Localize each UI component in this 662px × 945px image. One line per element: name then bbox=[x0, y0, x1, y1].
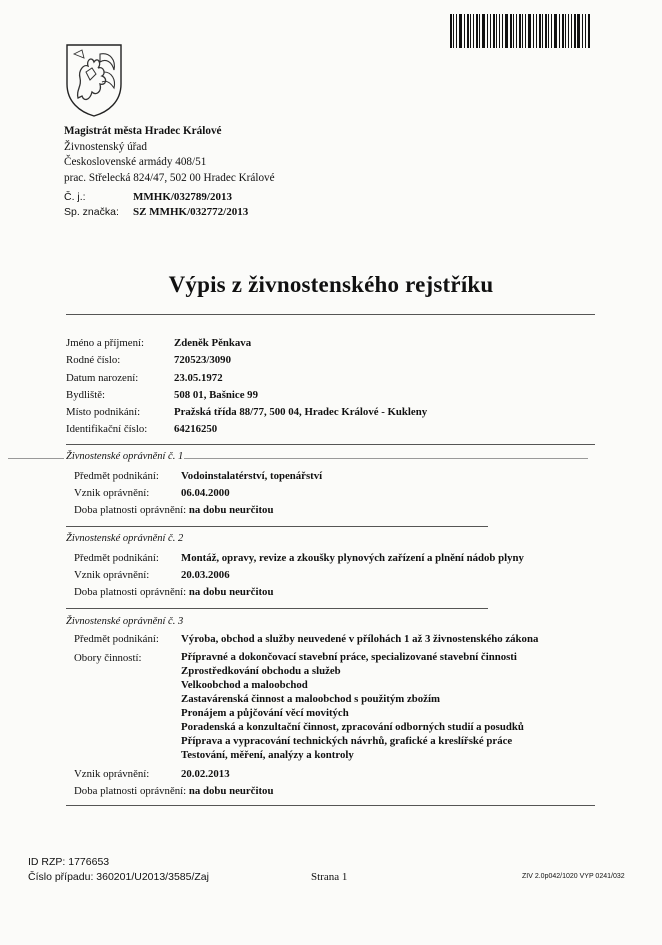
office-department: Živnostenský úřad bbox=[64, 140, 147, 153]
validity-value: na dobu neurčitou bbox=[188, 785, 274, 797]
person-details bbox=[66, 335, 427, 439]
subject-label: Předmět podnikání: bbox=[74, 470, 159, 482]
cj-label: Č. j.: bbox=[64, 191, 86, 203]
field-item: Zastavárenská činnost a maloobchod s použitým zbožím bbox=[181, 693, 440, 705]
person-value: 64216250 bbox=[174, 423, 218, 436]
origin-label: Vznik oprávnění: bbox=[74, 487, 150, 499]
fields-list bbox=[181, 650, 524, 762]
validity-value: na dobu neurčitou bbox=[188, 586, 274, 598]
person-row bbox=[66, 421, 427, 438]
reference-numbers bbox=[64, 190, 248, 220]
field-item: Příprava a vypracování technických návrhů, grafické a kreslířské práce bbox=[181, 735, 513, 747]
subject-label: Předmět podnikání: bbox=[74, 633, 159, 645]
person-row bbox=[66, 370, 427, 387]
person-value: 720523/3090 bbox=[174, 354, 231, 367]
scan-mark-line bbox=[184, 458, 588, 459]
person-value: Zdeněk Pěnkava bbox=[174, 337, 252, 349]
person-label: Datum narození: bbox=[66, 371, 139, 384]
permit-divider bbox=[66, 608, 488, 609]
fields-label: Obory činností: bbox=[74, 652, 142, 664]
person-row bbox=[66, 404, 427, 421]
permit-2 bbox=[74, 550, 524, 601]
person-row bbox=[66, 352, 427, 369]
person-value: 23.05.1972 bbox=[174, 371, 223, 384]
subject-value: Vodoinstalatérství, topenářství bbox=[181, 470, 323, 482]
validity-label: Doba platnosti oprávnění: bbox=[74, 586, 187, 598]
subject-label: Předmět podnikání: bbox=[74, 552, 159, 564]
cj-value: MMHK/032789/2013 bbox=[133, 191, 232, 203]
origin-value: 20.02.2013 bbox=[181, 768, 230, 780]
person-row bbox=[66, 387, 427, 404]
subject-value: Montáž, opravy, revize a zkoušky plynových zařízení a plnění nádob plyny bbox=[181, 552, 524, 564]
permit-divider bbox=[66, 526, 488, 527]
permit-3-heading: Živnostenské oprávnění č. 3 bbox=[66, 616, 184, 627]
id-rzp: ID RZP: 1776653 bbox=[28, 856, 110, 868]
sp-label: Sp. značka: bbox=[64, 206, 119, 218]
origin-value: 20.03.2006 bbox=[181, 569, 230, 581]
page-number: Strana 1 bbox=[311, 871, 348, 883]
person-value: Pražská třída 88/77, 500 04, Hradec Králové - Kukleny bbox=[174, 406, 428, 419]
origin-label: Vznik oprávnění: bbox=[74, 768, 150, 780]
document-title: Výpis z živnostenského rejstříku bbox=[168, 272, 494, 297]
office-name: Magistrát města Hradec Králové bbox=[64, 125, 222, 137]
person-row bbox=[66, 335, 427, 352]
permit-2-heading: Živnostenské oprávnění č. 2 bbox=[66, 533, 184, 544]
person-divider bbox=[66, 444, 595, 445]
coat-of-arms-icon bbox=[64, 42, 124, 118]
field-item: Přípravné a dokončovací stavební práce, specializované stavební činnosti bbox=[181, 651, 517, 663]
subject-value: Výroba, obchod a služby neuvedené v přílohách 1 až 3 živnostenského zákona bbox=[181, 633, 539, 645]
scan-mark-line bbox=[8, 458, 64, 459]
office-street: Československé armády 408/51 bbox=[64, 156, 207, 168]
field-item: Zprostředkování obchodu a služeb bbox=[181, 665, 341, 677]
title-divider bbox=[66, 314, 595, 315]
validity-value: na dobu neurčitou bbox=[188, 504, 274, 516]
validity-label: Doba platnosti oprávnění: bbox=[74, 785, 187, 797]
sp-value: SZ MMHK/032772/2013 bbox=[133, 206, 249, 218]
issuer-address bbox=[64, 124, 275, 186]
permit-divider bbox=[66, 805, 595, 806]
permit-1-heading: Živnostenské oprávnění č. 1 bbox=[66, 451, 184, 462]
barcode-icon bbox=[450, 14, 598, 48]
person-label: Rodné číslo: bbox=[66, 354, 121, 367]
person-label: Identifikační číslo: bbox=[66, 423, 148, 436]
person-label: Jméno a příjmení: bbox=[66, 337, 144, 349]
form-code: ZIV 2.0p042/1020 VYP 0241/032 bbox=[522, 873, 625, 880]
permit-3 bbox=[74, 631, 538, 800]
field-item: Testování, měření, analýzy a kontroly bbox=[181, 749, 354, 761]
origin-label: Vznik oprávnění: bbox=[74, 569, 150, 581]
person-label: Místo podnikání: bbox=[66, 406, 141, 419]
person-label: Bydliště: bbox=[66, 388, 105, 401]
field-item: Pronájem a půjčování věcí movitých bbox=[181, 707, 349, 719]
case-number: Číslo případu: 360201/U2013/3585/Zaj bbox=[28, 871, 209, 883]
field-item: Velkoobchod a maloobchod bbox=[181, 679, 308, 691]
origin-value: 06.04.2000 bbox=[181, 487, 230, 499]
field-item: Poradenská a konzultační činnost, zpracování odborných studií a posudků bbox=[181, 721, 524, 733]
footer-ids bbox=[28, 855, 209, 885]
validity-label: Doba platnosti oprávnění: bbox=[74, 504, 187, 516]
permit-1 bbox=[74, 468, 322, 519]
office-workplace: prac. Střelecká 824/47, 502 00 Hradec Králové bbox=[64, 171, 275, 184]
person-value: 508 01, Bašnice 99 bbox=[174, 388, 258, 401]
